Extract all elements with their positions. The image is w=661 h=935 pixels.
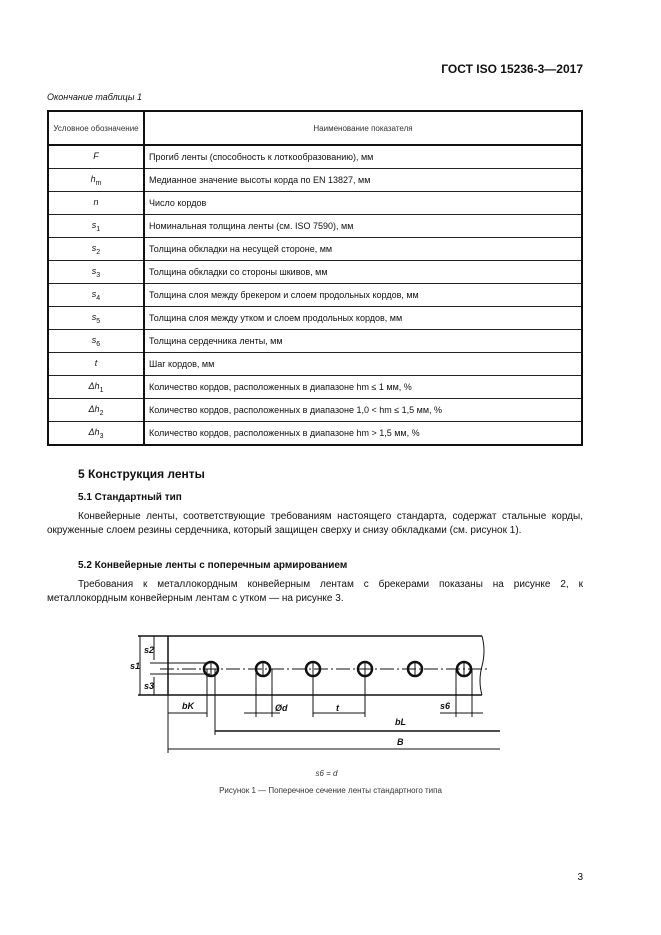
symbol-cell: $\Delta h_2$ xyxy=(48,399,144,422)
subsection-heading-5-1: 5.1 Стандартный тип xyxy=(78,492,182,503)
description-cell: Количество кордов, расположенных в диапазоне hm > 1,5 мм, % xyxy=(144,422,582,446)
symbol-cell: F xyxy=(48,145,144,169)
table-header-row xyxy=(48,111,582,145)
table-row xyxy=(48,284,582,307)
label-B: B xyxy=(397,737,404,747)
figure-note: s6 = d xyxy=(315,769,338,778)
label-bk: bK xyxy=(182,701,194,711)
description-cell: Медианное значение высоты корда по EN 13827, мм xyxy=(144,169,582,192)
table-row xyxy=(48,169,582,192)
table-row xyxy=(48,307,582,330)
table-row xyxy=(48,353,582,376)
description-cell: Толщина сердечника ленты, мм xyxy=(144,330,582,353)
table-row xyxy=(48,238,582,261)
table-row xyxy=(48,145,582,169)
table-row xyxy=(48,376,582,399)
description-cell: Толщина слоя между брекером и слоем продольных кордов, мм xyxy=(144,284,582,307)
symbol-cell: $s_3$ xyxy=(48,261,144,284)
header-symbol: Условное обозначение xyxy=(48,111,144,145)
symbols-table xyxy=(47,110,583,446)
header-name: Наименование показателя xyxy=(144,111,582,145)
description-cell: Толщина обкладки на несущей стороне, мм xyxy=(144,238,582,261)
label-s1: s1 xyxy=(130,661,141,671)
description-cell: Количество кордов, расположенных в диапазоне 1,0 < hm ≤ 1,5 мм, % xyxy=(144,399,582,422)
paragraph-5-2: Требования к металлокордным конвейерным лентам с брекерами показаны на рисунке 2, к металлокордным конвейерным лентам с утком — на рисунке 3. xyxy=(47,579,583,604)
table-row xyxy=(48,192,582,215)
label-s2: s2 xyxy=(144,645,155,655)
section-heading: 5 Конструкция ленты xyxy=(78,467,205,481)
label-s3: s3 xyxy=(144,681,155,691)
symbol-cell: n xyxy=(48,192,144,215)
symbol-cell: t xyxy=(48,353,144,376)
table-caption: Окончание таблицы 1 xyxy=(47,92,142,102)
symbol-cell: $\Delta h_3$ xyxy=(48,422,144,446)
table-row xyxy=(48,330,582,353)
label-bl: bL xyxy=(395,717,406,727)
belt-cross-section-figure xyxy=(110,625,510,760)
figure-caption: Рисунок 1 — Поперечное сечение ленты стандартного типа xyxy=(219,786,442,795)
label-t: t xyxy=(336,703,339,713)
symbol-cell: $\Delta h_1$ xyxy=(48,376,144,399)
description-cell: Номинальная толщина ленты (см. ISO 7590), мм xyxy=(144,215,582,238)
description-cell: Число кордов xyxy=(144,192,582,215)
subsection-heading-5-2: 5.2 Конвейерные ленты с поперечным армированием xyxy=(78,560,348,571)
symbol-cell: $s_5$ xyxy=(48,307,144,330)
description-cell: Количество кордов, расположенных в диапазоне hm ≤ 1 мм, % xyxy=(144,376,582,399)
description-cell: Толщина слоя между утком и слоем продольных кордов, мм xyxy=(144,307,582,330)
description-cell: Прогиб ленты (способность к лоткообразованию), мм xyxy=(144,145,582,169)
symbol-cell: $s_6$ xyxy=(48,330,144,353)
description-cell: Толщина обкладки со стороны шкивов, мм xyxy=(144,261,582,284)
symbol-cell: $s_2$ xyxy=(48,238,144,261)
page-number: 3 xyxy=(577,872,583,883)
symbol-cell: $s_1$ xyxy=(48,215,144,238)
description-cell: Шаг кордов, мм xyxy=(144,353,582,376)
label-s6: s6 xyxy=(440,701,451,711)
table-row xyxy=(48,261,582,284)
table-row xyxy=(48,215,582,238)
table-row xyxy=(48,422,582,446)
paragraph-5-1: Конвейерные ленты, соответствующие требованиям настоящего стандарта, содержат стальные корды, окруженные слоем резины сердечника, который защищен сверху и снизу обкладками (см. рисунок 1). xyxy=(47,511,583,536)
symbol-cell: $s_4$ xyxy=(48,284,144,307)
standard-header: ГОСТ ISO 15236-3—2017 xyxy=(441,62,583,76)
table-row xyxy=(48,399,582,422)
label-d: Ød xyxy=(275,703,288,713)
symbol-cell: $h_m$ xyxy=(48,169,144,192)
